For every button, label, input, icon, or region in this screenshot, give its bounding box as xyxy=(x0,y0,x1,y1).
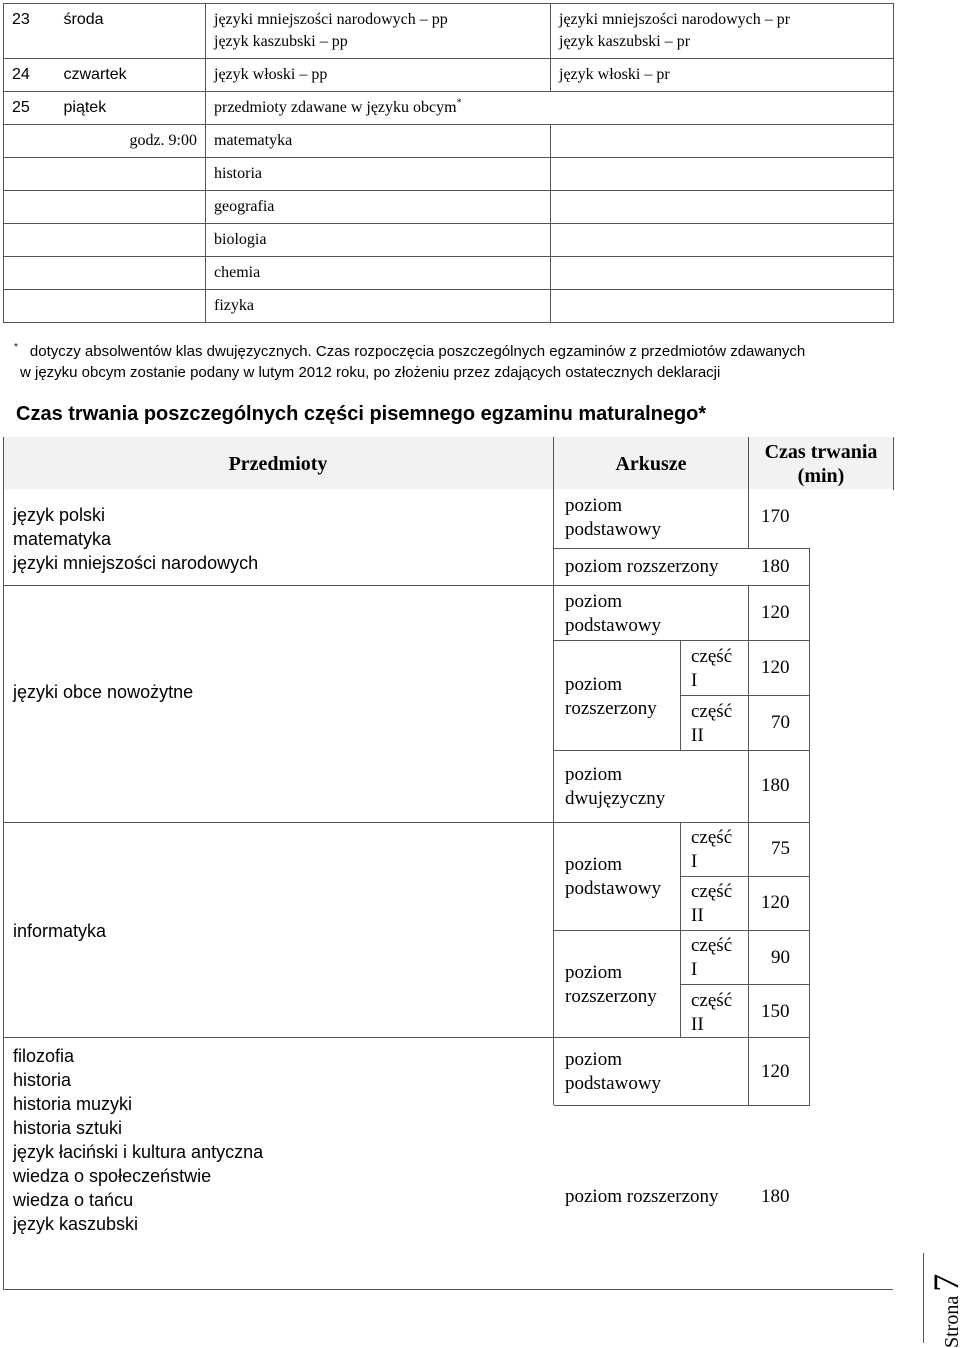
part-number: I xyxy=(691,851,698,872)
time-value: 75 xyxy=(771,838,790,859)
part-number: II xyxy=(691,725,704,746)
subject-item: języki mniejszości narodowych xyxy=(13,553,259,573)
time-value: 120 xyxy=(761,602,790,623)
sheet-label: poziom xyxy=(565,495,622,516)
time-value: 180 xyxy=(761,775,790,796)
part-word: część xyxy=(691,990,733,1011)
table-row xyxy=(4,224,894,257)
sheet-label: podstawowy xyxy=(565,1073,662,1094)
sheet-extended: poziom rozszerzony xyxy=(565,1186,719,1207)
sheet-label: poziom xyxy=(565,1049,622,1070)
footnote-line: w języku obcym zostanie podany w lutym 2012 roku, po złożeniu przez zdających ostatecznych deklaracji xyxy=(20,364,721,381)
subject-cell: chemia xyxy=(206,257,551,290)
weekday: czwartek xyxy=(56,59,206,92)
sheet-extended: poziom rozszerzony xyxy=(565,556,719,577)
sheet-label: rozszerzony xyxy=(565,986,657,1007)
part-word: część xyxy=(691,881,733,902)
sheet-label: podstawowy xyxy=(565,878,662,899)
table-row xyxy=(4,158,894,191)
part-word: część xyxy=(691,701,733,722)
subject-cell: biologia xyxy=(206,224,551,257)
day-number: 25 xyxy=(4,92,56,125)
subject-list xyxy=(13,503,258,575)
sheet-label: podstawowy xyxy=(565,519,662,540)
weekday: piątek xyxy=(56,92,206,125)
subject-item: język łaciński i kultura antyczna xyxy=(13,1142,264,1162)
part-number: II xyxy=(691,1014,704,1035)
part-word: część xyxy=(691,646,733,667)
sheet-label: poziom xyxy=(565,764,622,785)
page-label: Strona xyxy=(941,1295,963,1348)
time-value: 170 xyxy=(761,506,790,527)
footnote-line: dotyczy absolwentów klas dwujęzycznych. Czas rozpoczęcia poszczególnych egzaminów z przedmiotów zdawanych xyxy=(29,343,806,360)
basic-level-cell: język włoski – pp xyxy=(206,59,551,92)
sheet-label: podstawowy xyxy=(565,615,662,636)
day-number: 24 xyxy=(4,59,56,92)
exam-time: godz. 9:00 xyxy=(56,125,206,158)
part-number: I xyxy=(691,959,698,980)
sheet-basic xyxy=(565,590,661,638)
footnote-mark: * xyxy=(456,97,462,109)
exam-line: język kaszubski – pp xyxy=(214,33,348,50)
subject-cell: geografia xyxy=(206,191,551,224)
subject-item: język polski xyxy=(13,505,106,525)
time-value: 70 xyxy=(771,712,790,733)
subject-item: historia xyxy=(13,1070,72,1090)
exam-line: przedmioty zdawane w języku obcym xyxy=(214,99,457,116)
weekday: środa xyxy=(56,4,206,59)
foreign-language-exams-cell xyxy=(206,92,894,125)
sheet-extended xyxy=(565,961,657,1009)
part-number: II xyxy=(691,905,704,926)
table-row xyxy=(4,257,894,290)
table-row xyxy=(4,125,894,158)
page-number xyxy=(920,1253,966,1348)
subject-item: matematyka xyxy=(13,529,112,549)
sheet-label: poziom xyxy=(565,674,622,695)
table-row xyxy=(4,4,894,59)
part-label xyxy=(691,826,732,874)
part-label xyxy=(691,880,732,928)
subject-item: języki obce nowożytne xyxy=(13,682,194,702)
part-label xyxy=(691,645,732,693)
table-row xyxy=(4,290,894,323)
exam-line: język kaszubski – pr xyxy=(559,33,691,50)
sheet-label: dwujęzyczny xyxy=(565,788,666,809)
extended-level-cell: język włoski – pr xyxy=(551,59,894,92)
time-value: 180 xyxy=(761,1186,790,1207)
part-word: część xyxy=(691,827,733,848)
sheet-extended xyxy=(565,673,657,721)
part-label xyxy=(691,989,732,1037)
part-label xyxy=(691,934,732,982)
time-value: 120 xyxy=(761,1061,790,1082)
subject-item: wiedza o tańcu xyxy=(13,1190,134,1210)
header-sheets: Arkusze xyxy=(615,453,687,475)
subject-item: informatyka xyxy=(13,921,107,941)
sheet-label: poziom xyxy=(565,854,622,875)
sheet-label: rozszerzony xyxy=(565,698,657,719)
header-time xyxy=(749,440,893,488)
subject-list xyxy=(13,1044,263,1236)
sheet-basic xyxy=(565,494,661,542)
sheet-basic xyxy=(565,853,661,901)
exam-line: języki mniejszości narodowych – pr xyxy=(559,11,791,28)
page-number-value: 7 xyxy=(926,1273,966,1292)
table-row xyxy=(4,59,894,92)
header-time-unit: (min) xyxy=(797,465,845,487)
footnote xyxy=(14,337,894,383)
subject-item: wiedza o społeczeństwie xyxy=(13,1166,212,1186)
basic-level-cell xyxy=(206,4,551,59)
subject-item: historia muzyki xyxy=(13,1094,133,1114)
subject-cell: fizyka xyxy=(206,290,551,323)
subject-item: filozofia xyxy=(13,1046,75,1066)
subject-item: język kaszubski xyxy=(13,1214,139,1234)
time-value: 150 xyxy=(761,1001,790,1022)
subject-cell: historia xyxy=(206,158,551,191)
time-value: 120 xyxy=(761,657,790,678)
time-value: 180 xyxy=(761,556,790,577)
header-subjects: Przedmioty xyxy=(228,453,328,475)
sheet-label: poziom xyxy=(565,591,622,612)
sheet-bilingual xyxy=(565,763,665,811)
part-number: I xyxy=(691,670,698,691)
part-label xyxy=(691,700,732,748)
exam-schedule-table xyxy=(3,3,894,323)
sheet-basic xyxy=(565,1048,661,1096)
exam-line: języki mniejszości narodowych – pp xyxy=(214,11,448,28)
footnote-star: * xyxy=(14,342,18,353)
day-number: 23 xyxy=(4,4,56,59)
time-value: 90 xyxy=(771,947,790,968)
subject-cell: matematyka xyxy=(206,125,551,158)
subject-item: historia sztuki xyxy=(13,1118,123,1138)
extended-level-cell xyxy=(551,4,894,59)
header-time-line: Czas trwania xyxy=(764,441,878,463)
section-heading: Czas trwania poszczególnych części pisemnego egzaminu maturalnego* xyxy=(16,403,707,425)
time-value: 120 xyxy=(761,892,790,913)
part-word: część xyxy=(691,935,733,956)
table-row xyxy=(4,92,894,125)
table-row xyxy=(4,191,894,224)
sheet-label: poziom xyxy=(565,962,622,983)
